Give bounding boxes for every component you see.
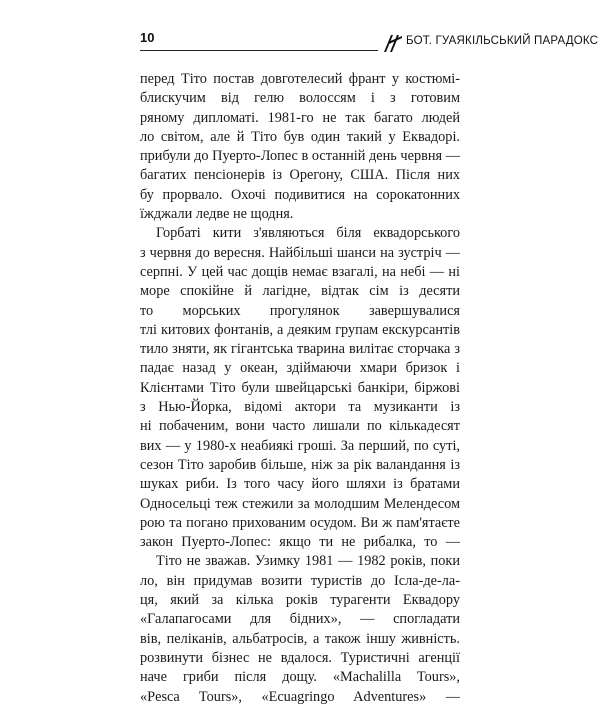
text-line: вів, пеліканів, альбатросів, а також іншу живність. [140, 630, 460, 647]
header-rule [140, 50, 378, 51]
text-line: їжджали ледве не щодня. [140, 206, 294, 223]
text-line: тлі китових фонтанів, а деяким групам екскурсантів [140, 321, 460, 338]
text-line: блискучим від гелю волоссям і з готовим [140, 90, 460, 107]
text-line: сезон Тіто заробив більше, ніж за рік валандання із [140, 456, 460, 473]
text-line: шуках риби. Із того часу його шляхи із братами [140, 476, 460, 493]
text-line: ло світом, але й Тіто був один такий у Еквадорі. [140, 128, 460, 145]
publisher-logo-icon [382, 32, 404, 54]
text-line: море спокійне й лагідне, відтак сім із десяти [140, 283, 460, 300]
text-line: то морських прогулянок завершувалися [140, 302, 460, 319]
text-line: серпні. У цей час дощів немає взагалі, на небі — ні [140, 263, 460, 280]
text-line: закон Пуерто-Лопес: якщо ти не рибалка, то — [140, 534, 460, 551]
text-line: перед Тіто постав довготелесий франт у костюмі- [140, 71, 460, 87]
text-line: прибули до Пуерто-Лопес в останній день червня — [140, 148, 460, 165]
text-line: Односельці теж стежили за молодшим Мелендесом [140, 495, 460, 512]
text-line: з червня до вересня. Найбільші шанси на зустріч — [140, 244, 460, 261]
text-line: «Pesca Tours», «Ecuagringo Adventures» — [140, 688, 460, 705]
text-line: Тіто не зважав. Узимку 1981 — 1982 років, поки [156, 553, 460, 570]
paragraph-1 [140, 70, 460, 224]
text-line: розвинути бізнес не вдалося. Туристичні агенції [140, 649, 460, 666]
text-line: «Галапагосами для бідних», — спогладати [140, 611, 460, 628]
text-line: ряному дипломаті. 1981-го не так багато людей [140, 109, 460, 126]
page-header [140, 22, 599, 54]
text-line: рою та погано прихованим осудом. Ви ж пам'ятаєте [140, 514, 460, 531]
page-number: 10 [140, 30, 155, 45]
text-line: Клієнтами Тіто були швейцарські банкіри, біржові [140, 379, 460, 396]
paragraph-3 [140, 552, 460, 706]
paragraph-2 [140, 224, 460, 552]
text-line: з Нью-Йорка, відомі актори та музиканти із [140, 399, 460, 416]
text-line: падає назад у океан, здіймаючи хмари бризок і [140, 360, 460, 377]
text-line: Горбаті кити з'являються біля еквадорського [156, 225, 460, 242]
text-line: ця, який за кілька років турагенти Еквадору [140, 592, 460, 609]
text-line: вих — у 1980-х неабиякі гроші. За перший, по суті, [140, 437, 460, 454]
text-line: ні побаченим, вони часто лишали по кількадесят [140, 418, 460, 435]
text-line: наче гриби після дощу. «Machalilla Tours», [140, 669, 460, 686]
text-line: ло, він придумав возити туристів до Ісла-де-ла- [140, 572, 460, 589]
body-text [140, 70, 460, 707]
text-line: бу прорвало. Охочі подивитися на сорокатонних [140, 186, 460, 203]
text-line: багатих пенсіонерів із Орегону, США. Після них [140, 167, 460, 184]
text-line: тило зняти, як гігантська тварина вилітає сторчака з [140, 341, 460, 358]
running-title: БОТ. ГУАЯКІЛЬСЬКИЙ ПАРАДОКС [406, 35, 599, 47]
